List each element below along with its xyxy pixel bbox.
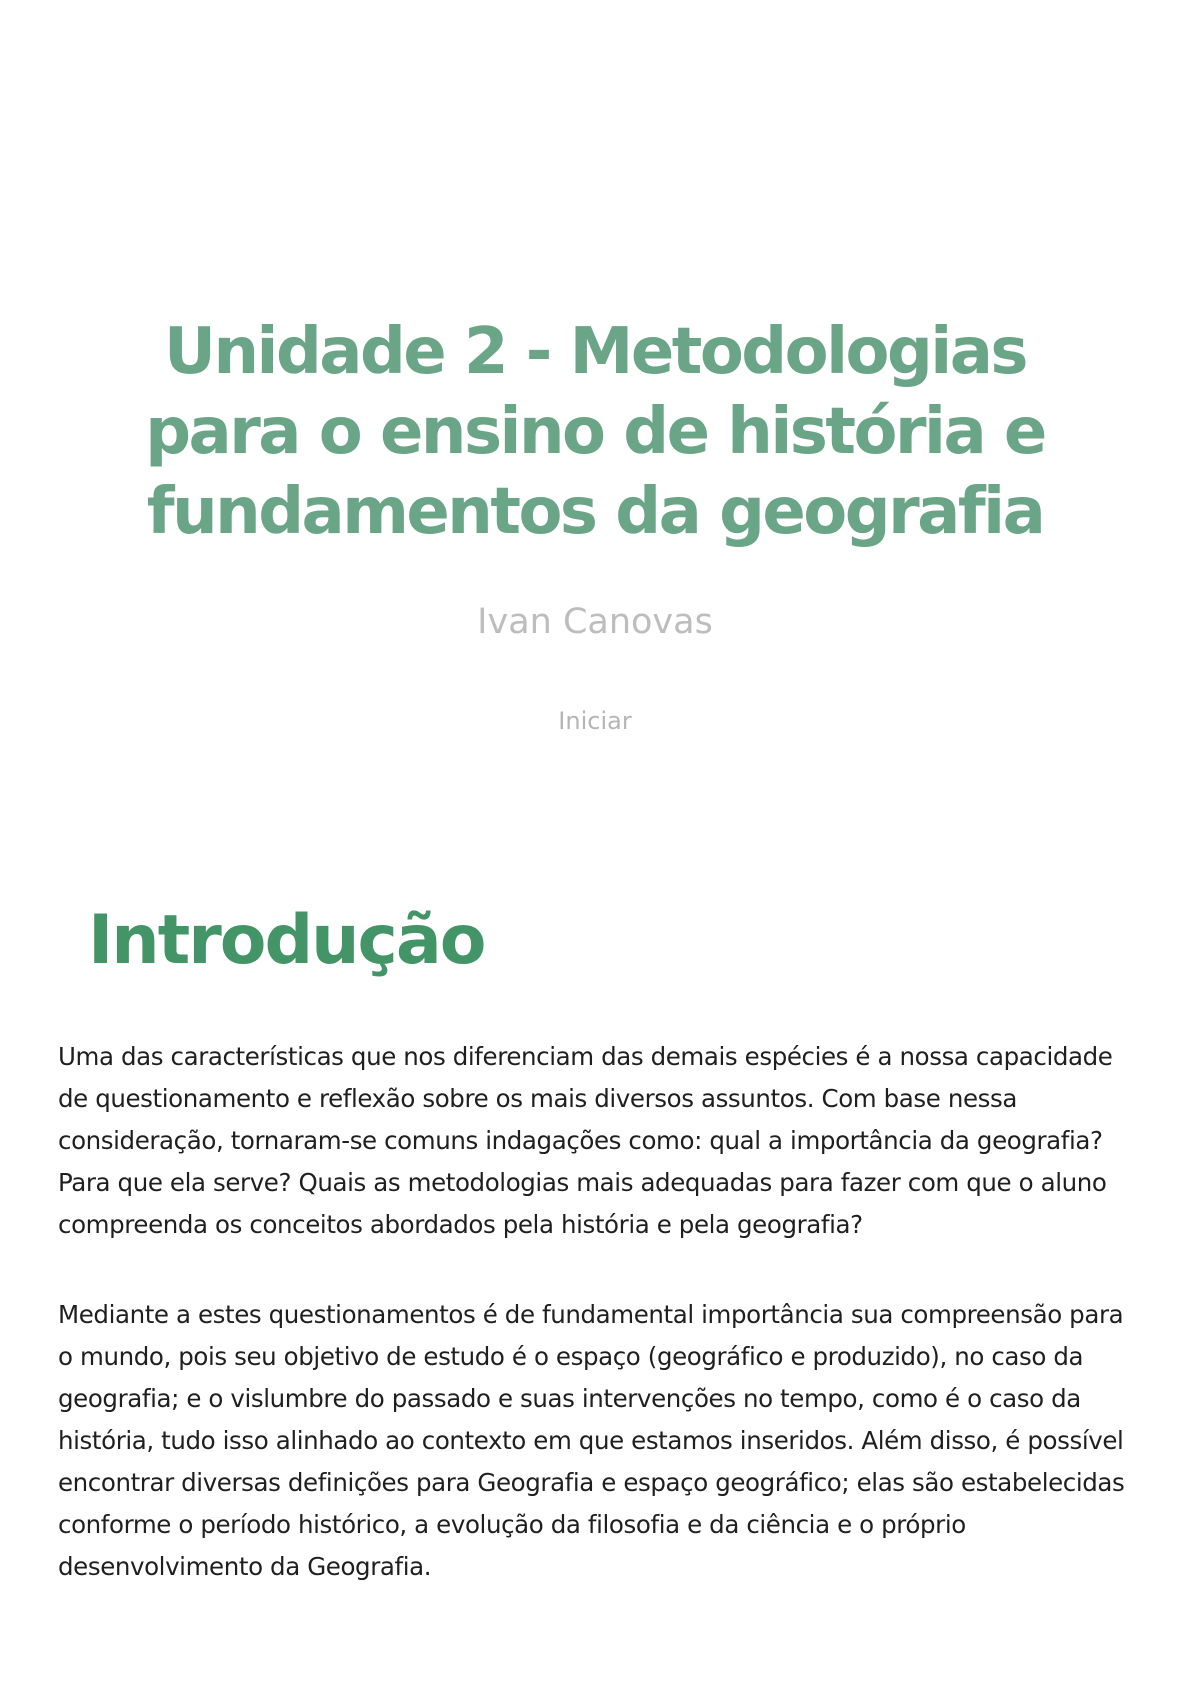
start-link[interactable]: Iniciar	[558, 707, 632, 735]
intro-paragraph-1: Uma das características que nos diferenciam das demais espécies é a nossa capacidade de questionamento e reflexão sobre os mais diversos assuntos. Com base nessa consideração, tornaram-se comuns indagações como: qual a importância da geografia? Para que ela serve? Quais as metodologias mais adequadas para fazer com que o aluno compreenda os conceitos abordados pela história e pela geografia?	[58, 1042, 1113, 1239]
section-heading: Introdução	[88, 901, 485, 980]
intro-paragraph-2: Mediante a estes questionamentos é de fundamental importância sua compreensão para o mundo, pois seu objetivo de estudo é o espaço (geográfico e produzido), no caso da geografia; e o vislumbre do passado e suas intervenções no tempo, como é o caso da história, tudo isso alinhado ao contexto em que estamos inseridos. Além disso, é possível encontrar diversas definições para Geografia e espaço geográfico; elas são estabelecidas conforme o período histórico, a evolução da filosofia e da ciência e o próprio desenvolvimento da Geografia.	[58, 1300, 1125, 1581]
author-name: Ivan Canovas	[477, 602, 713, 642]
unit-title: Unidade 2 - Metodologias para o ensino de história e fundamentos da geografia	[145, 315, 1045, 549]
